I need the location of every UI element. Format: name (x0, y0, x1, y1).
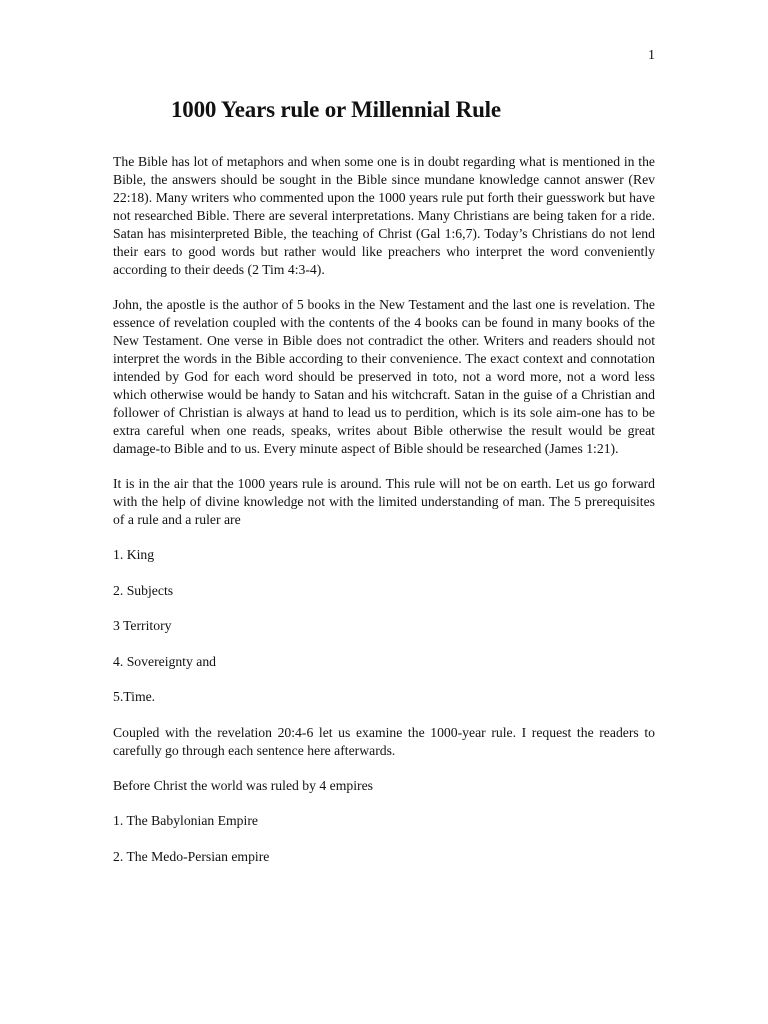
paragraph-revelation: Coupled with the revelation 20:4-6 let us examine the 1000-year rule. I request the readers to carefully go through each sentence here afterwards. (113, 724, 655, 758)
document-body (113, 153, 655, 883)
page-number: 1 (648, 48, 655, 63)
list-item-babylonian-empire: 1. The Babylonian Empire (113, 813, 258, 828)
list-item-subjects: 2. Subjects (113, 582, 174, 598)
document-title: 1000 Years rule or Millennial Rule (171, 97, 501, 122)
paragraph-intro: The Bible has lot of metaphors and when some one is in doubt regarding what is mentioned in the Bible, the answers should be sought in the Bible since mundane knowledge cannot answer (Rev 22:18). Many writers who commented upon the 1000 years rule put forth their guesswork but have not researched Bible. There are several interpretations. Many Christians are being taken for a ride. Satan has misinterpreted Bible, the teaching of Christ (Gal 1:6,7). Today’s Christians do not lend their ears to good words but rather would like preachers who interpret the word conveniently according to their deeds (2 Tim 4:3-4). (113, 154, 655, 277)
paragraph-john: John, the apostle is the author of 5 books in the New Testament and the last one is revelation. The essence of revelation coupled with the contents of the 4 books can be found in many books of the New Testament. One verse in Bible does not contradict the other. Writers and readers should not interpret the words in the Bible according to their convenience. The exact context and connotation intended by God for each word should be preserved in toto, not a word more, not a word less which otherwise would be handy to Satan and his witchcraft. Satan in the guise of a Christian and follower of Christian is always at hand to lead us to perdition, which is its sole aim-one has to be extra careful when one reads, speaks, writes about Bible otherwise the result would be great damage-to Bible and to us. Every minute aspect of Bible should be researched (James 1:21). (113, 297, 655, 456)
list-item-sovereignty: 4. Sovereignty and (113, 653, 217, 669)
list-item-time: 5.Time. (113, 689, 156, 704)
list-item-king: 1. King (113, 547, 155, 562)
paragraph-rule-prerequisites: It is in the air that the 1000 years rule is around. This rule will not be on earth. Let us go forward with the help of divine knowledge not with the limited understanding of man. The 5 prerequisites of a rule and a ruler are (113, 476, 655, 527)
list-item-medo-persian-empire: 2. The Medo-Persian empire (113, 848, 270, 864)
list-item-territory: 3 Territory (113, 618, 172, 633)
paragraph-empires-intro: Before Christ the world was ruled by 4 empires (113, 777, 374, 793)
